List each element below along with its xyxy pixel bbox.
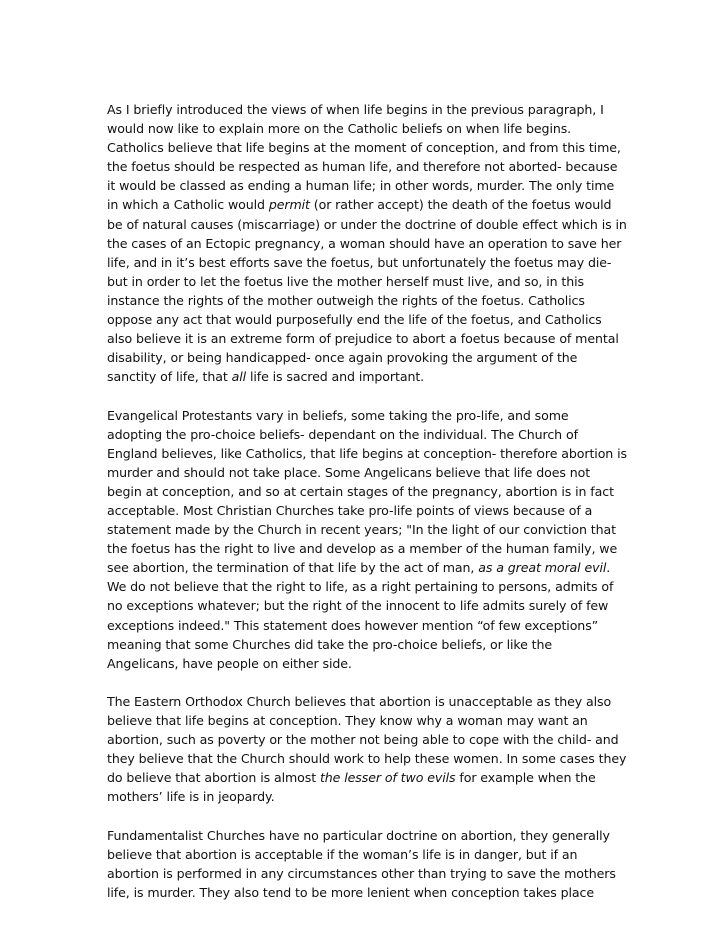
document-page [107, 100, 627, 902]
text-segment: Fundamentalist Churches have no particular doctrine on abortion, they generally believe that abortion is acceptable if the woman’s life is in danger, but if an abortion is performed in any circumstances other than trying to save the mothers life, is murder. They also tend to be more lenient when conception takes place [107, 827, 616, 900]
paragraph-fundamentalist-churches [107, 826, 627, 902]
text-segment: The Eastern Orthodox Church believes that abortion is unacceptable as they also believe that life begins at conception. They know why a woman may want an abortion, such as poverty or the mother not being able to cope with the child- and they believe that the Church should work to help these women. In some cases they do believe that abortion is almost [107, 693, 627, 786]
text-segment: As I briefly introduced the views of when life begins in the previous paragraph, I would now like to explain more on the Catholic beliefs on when life begins. Catholics believe that life begins at the moment of conception, and from this time, the foetus should be respected as human life, and therefore not aborted- because it would be classed as ending a human life; in other words, murder. The only time in which a Catholic would [107, 102, 621, 213]
text-segment: Evangelical Protestants vary in beliefs, some taking the pro-life, and some adopting the pro-choice beliefs- dependant on the individual. The Church of England believes, like Catholics, that life begins at conception- therefore abortion is murder and should not take place. Some Angelicans believe that life does not begin at conception, and so at certain stages of the pregnancy, abortion is in fact acceptable. Most Christian Churches take pro-life points of views because of a statement made by the Church in recent years; "In the light of our conviction that the foetus has the right to live and develop as a member of the human family, we see abortion, the termination of that life by the act of man, [107, 407, 627, 576]
text-segment: . We do not believe that the right to life, as a right pertaining to persons, admits of no exceptions whatever; but the right of the innocent to life admits surely of few exceptions indeed." This statement does however mention “of few exceptions” meaning that some Churches did take the pro-choice beliefs, or like the Angelicans, have people on either side. [107, 560, 614, 671]
italic-text-segment: the lesser of two evils [319, 770, 456, 786]
italic-text-segment: permit [268, 197, 310, 213]
italic-text-segment: as a great moral evil [478, 560, 607, 576]
paragraph-eastern-orthodox [107, 692, 627, 807]
text-segment: (or rather accept) the death of the foetus would be of natural causes (miscarriage) or under the doctrine of double effect which is in the cases of an Ectopic pregnancy, a woman should have an operation to save her life, and in it’s best efforts save the foetus, but unfortunately the foetus may die- but in order to let the foetus live the mother herself must live, and so, in this instance the rights of the mother outweigh the rights of the foetus. Catholics oppose any act that would purposefully end the life of the foetus, and Catholics also believe it is an extreme form of prejudice to abort a foetus because of mental disability, or being handicapped- once again provoking the argument of the sanctity of life, that [107, 197, 627, 385]
paragraph-catholic-beliefs [107, 100, 627, 386]
paragraph-evangelical-protestants [107, 406, 627, 673]
text-segment: for example when the mothers’ life is in jeopardy. [107, 770, 596, 805]
text-segment: life is sacred and important. [246, 369, 425, 385]
italic-text-segment: all [231, 369, 247, 385]
